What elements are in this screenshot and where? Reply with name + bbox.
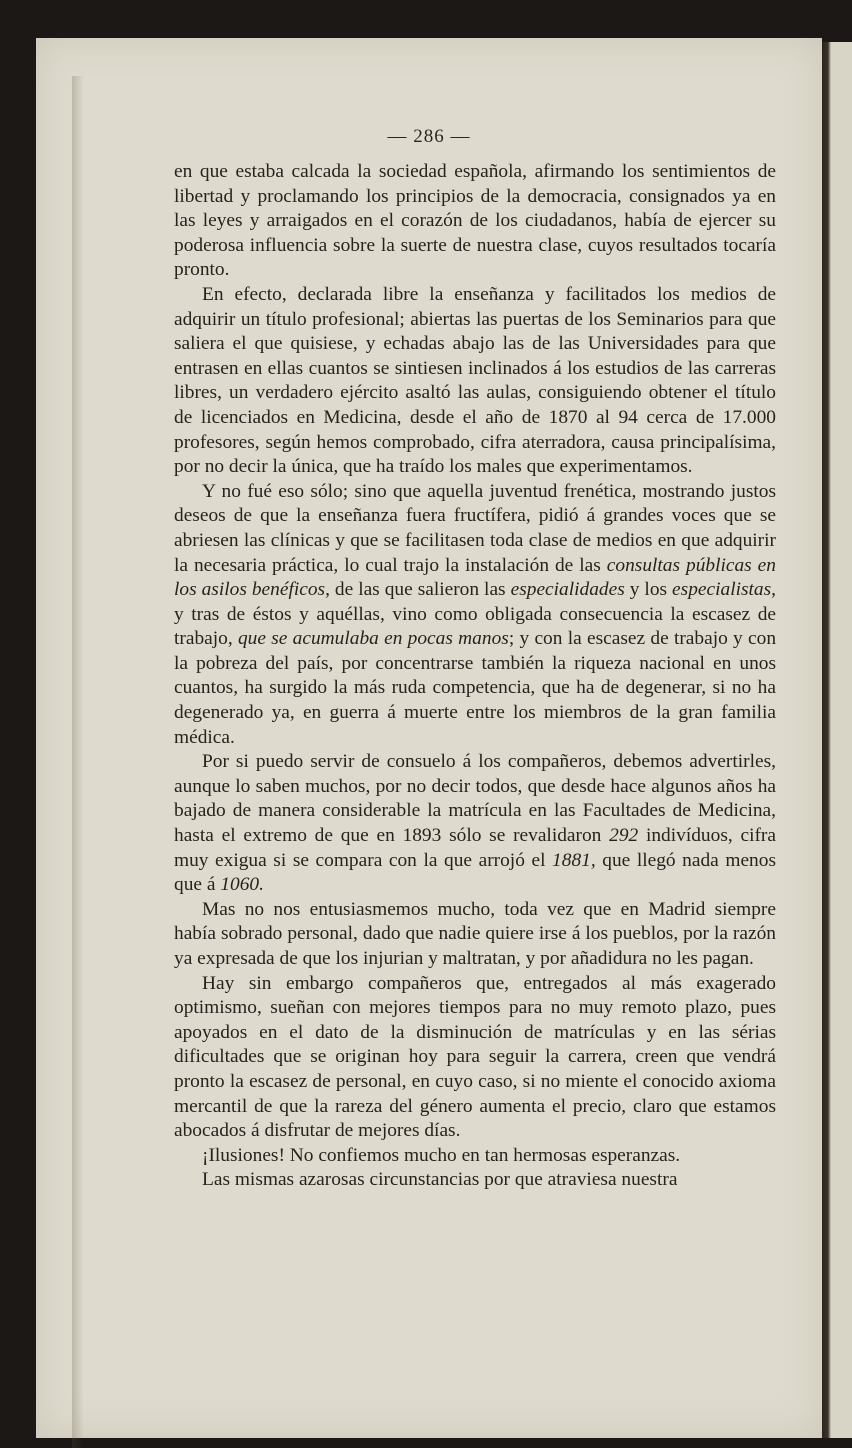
paragraph [174, 898, 776, 972]
text-run: En efecto, declarada libre la enseñanza y facilitados los medios de adquirir un título profesional; abiertas las puertas de los Seminarios para que saliera el que quisiese, y echadas abajo las de las Universidades para que entrasen en ellas cuantos se sintiesen inclinados á los estudios de las carreras libres, un verdadero ejército asaltó las aulas, consiguiendo obtener el título de licenciados en Medicina, desde el año de 1870 al 94 cerca de 17.000 profesores, según hemos comprobado, cifra aterradora, causa principalísima, por no decir la única, que ha traído los males que experimentamos. [174, 283, 776, 478]
book-page [36, 38, 822, 1438]
paragraph [174, 1168, 776, 1193]
text-run: Por si puedo servir de consuelo á los compañeros, debemos advertirles, aunque lo saben muchos, por no decir todos, que desde hace algunos años ha bajado de manera considerable la matrícula en las Facultades de Medicina, hasta el extremo de que en 1893 sólo se revalidaron [174, 751, 776, 847]
next-page-edge [822, 42, 852, 1438]
italic-text: especialistas [672, 579, 772, 601]
italic-text: 292 [609, 825, 639, 847]
text-run: y los [624, 579, 673, 601]
italic-text: consultas públicas en los asilos benéficos [174, 554, 776, 601]
italic-text: especialidades [510, 579, 625, 601]
body-text [174, 160, 776, 1193]
text-run: Mas no nos entusiasmemos mucho, toda vez que en Madrid siempre había sobrado personal, dado que nadie quiere irse á los pueblos, por la razón ya expresada de que los injurian y maltratan, y por añadidura no les pagan. [174, 898, 776, 969]
italic-text: que se acumulaba en pocas manos [237, 628, 509, 650]
paragraph [174, 160, 776, 283]
text-run: , y tras de éstos y aquéllas, vino como obligada consecuencia la escasez de trabajo, [174, 579, 776, 650]
paragraph [174, 283, 776, 480]
paragraph [174, 972, 776, 1144]
paragraph [174, 750, 776, 898]
text-run: en que estaba calcada la sociedad española, afirmando los sentimientos de libertad y proclamando los principios de la democracia, consignados ya en las leyes y arraigados en el corazón de los ciudadanos, había de ejercer su poderosa influencia sobre la suerte de nuestra clase, cuyos resultados tocaría pronto. [174, 161, 776, 281]
paragraph [174, 480, 776, 751]
text-run: ; y con la escasez de trabajo y con la pobreza del país, por concentrarse también la riqueza nacional en unos cuantos, ha surgido la más ruda competencia, que ha de degenerar, si no ha degenerado ya, en guerra á muerte entre los miembros de la gran familia médica. [174, 628, 777, 748]
page-number: — 286 — [387, 126, 471, 147]
italic-text: 1881, [552, 849, 596, 871]
text-run: que llegó nada menos que á [174, 849, 776, 896]
italic-text: 1060. [220, 874, 264, 896]
text-run: Las mismas azarosas circunstancias por que atraviesa nuestra [202, 1169, 678, 1191]
text-run: indivíduos, cifra muy exigua si se compara con la que arrojó el [174, 825, 776, 871]
paragraph [174, 1144, 776, 1169]
page-gutter-shadow [72, 76, 84, 1448]
text-run: , de las que salieron las [325, 579, 511, 601]
text-run: Hay sin embargo compañeros que, entregados al más exagerado optimismo, sueñan con mejores tiempos para no muy remoto plazo, pues apoyados en el dato de la disminución de matrículas y en las sérias dificultades que se originan hoy para seguir la carrera, creen que vendrá pronto la escasez de personal, en cuyo caso, si no miente el conocido axioma mercantil de que la rareza del género aumenta el precio, claro que estamos abocados á disfrutar de mejores días. [174, 972, 776, 1142]
text-run: ¡Ilusiones! No confiemos mucho en tan hermosas esperanzas. [202, 1144, 681, 1166]
text-run: Y no fué eso sólo; sino que aquella juventud frenética, mostrando justos deseos de que la enseñanza fuera fructífera, pidió á grandes voces que se abriesen las clínicas y que se facilitasen toda clase de medios en que adquirir la necesaria práctica, lo cual trajo la instalación de las [174, 480, 776, 576]
